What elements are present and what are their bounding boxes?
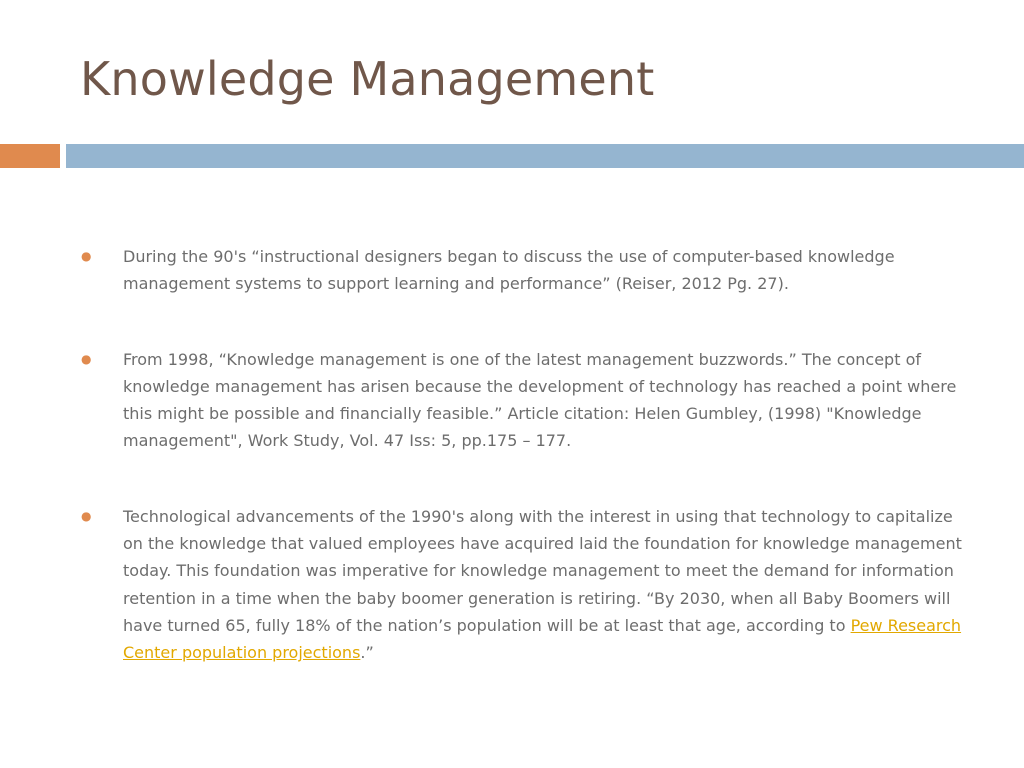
bullet-text: During the 90's “instructional designers began to discuss the use of computer-based knowledge management systems to support learning and performance” (Reiser, 2012 Pg. 27). <box>123 247 895 294</box>
bullet-text: From 1998, “Knowledge management is one of the latest management buzzwords.” The concept of knowledge management has arisen because the development of technology has reached a point where this might be possible and financially feasible.” Article citation: Helen Gumbley, (1998) "Knowledge management", Work Study, Vol. 47 Iss: 5, pp.175 – 177. <box>123 349 957 451</box>
bullet-dot-icon: ● <box>81 508 92 523</box>
pew-research-link[interactable]: Pew Research Center population projections <box>123 615 962 663</box>
bullet-list <box>76 243 976 667</box>
bullet-item-2 <box>76 346 976 455</box>
bullet-text: Technological advancements of the 1990's along with the interest in using that technology to capitalize on the knowledge that valued employees have acquired laid the foundation for knowledge management today. This foundation was imperative for knowledge management to meet the demand for information retention in a time when the baby boomer generation is retiring. “By 2030, when all Baby Boomers will have turned 65, fully 18% of the nation’s population will be at least that age, according to <box>123 506 962 635</box>
bullet-item-1 <box>76 243 976 298</box>
bullet-text-tail: .” <box>360 643 374 663</box>
bullet-item-3 <box>76 503 976 667</box>
accent-bar-blue <box>66 144 1024 168</box>
accent-bar-orange <box>0 144 60 168</box>
bullet-dot-icon: ● <box>81 249 92 263</box>
slide-title: Knowledge Management <box>80 52 655 106</box>
bullet-dot-icon: ● <box>81 351 92 366</box>
